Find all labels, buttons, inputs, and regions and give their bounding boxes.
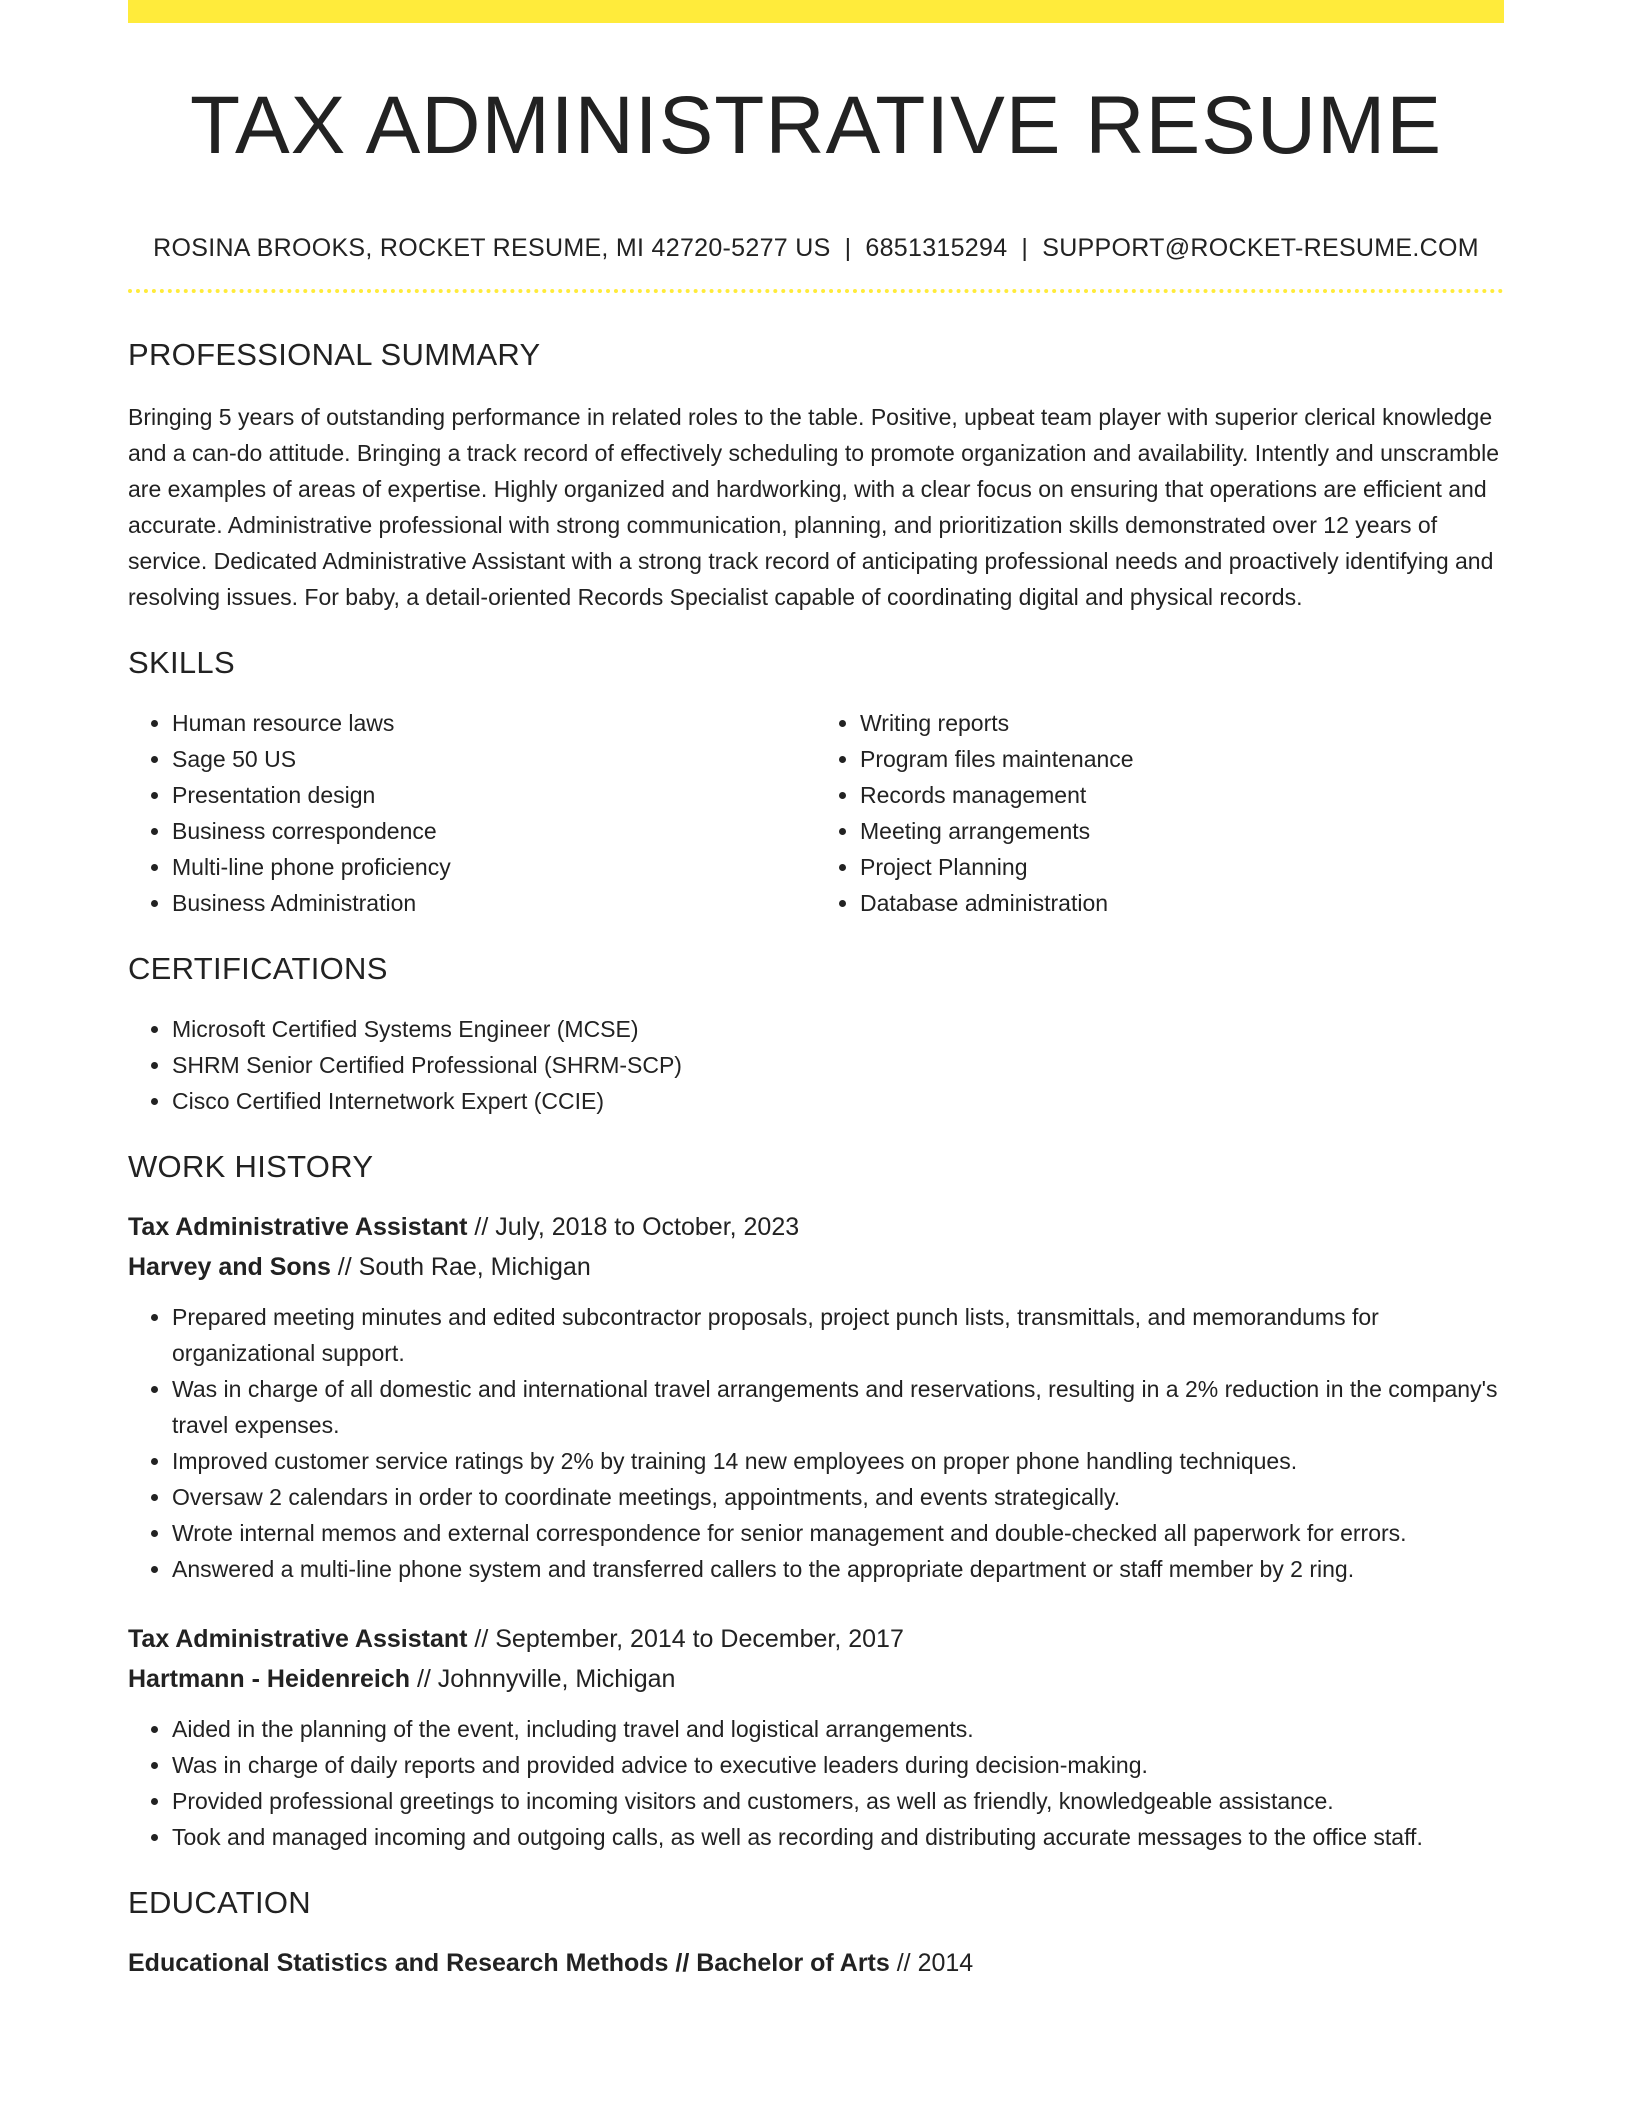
education-field: Educational Statistics and Research Methods bbox=[128, 1949, 669, 1977]
dotted-divider bbox=[128, 289, 1504, 293]
education-entry bbox=[128, 1943, 1504, 1983]
skill-item: • Project Planning bbox=[860, 849, 1504, 885]
contact-email: SUPPORT@ROCKET-RESUME.COM bbox=[1042, 234, 1479, 262]
resume-page bbox=[128, 0, 1504, 1983]
work-history-heading: WORK HISTORY bbox=[128, 1149, 374, 1184]
certification-item: • Cisco Certified Internetwork Expert (CCIE) bbox=[172, 1083, 1504, 1119]
job-title: Tax Administrative Assistant bbox=[128, 1213, 468, 1241]
resume-title: TAX ADMINISTRATIVE RESUME bbox=[189, 80, 1443, 171]
contact-phone: 6851315294 bbox=[865, 234, 1008, 262]
job-location: // South Rae, Michigan bbox=[330, 1253, 591, 1281]
job-dates: // July, 2018 to October, 2023 bbox=[467, 1213, 800, 1241]
summary-text: Bringing 5 years of outstanding performance in related roles to the table. Positive, upbeat team player with superior clerical knowledge and a can-do attitude. Bringing a track record of effectively scheduling to promote organization and availability. Intently and unscramble are examples of areas of expertise. Highly organized and hardworking, with a clear focus on ensuring that operations are efficient and accurate. Administrative professional with strong communication, planning, and prioritization skills demonstrated over 12 years of service. Dedicated Administrative Assistant with a strong track record of anticipating professional needs and proactively identifying and resolving issues. For baby, a detail-oriented Records Specialist capable of coordinating digital and physical records. bbox=[128, 404, 1500, 610]
contact-address: ROSINA BROOKS, ROCKET RESUME, MI 42720-5277 US bbox=[153, 234, 831, 262]
top-accent-bar bbox=[128, 0, 1504, 23]
job-bullet: • Took and managed incoming and outgoing calls, as well as recording and distributing accurate messages to the office staff. bbox=[172, 1819, 1504, 1855]
skill-item: • Database administration bbox=[860, 885, 1504, 921]
job-title-line bbox=[128, 1619, 1504, 1659]
skill-item: • Sage 50 US bbox=[172, 741, 816, 777]
summary-heading: PROFESSIONAL SUMMARY bbox=[128, 337, 541, 372]
contact-line bbox=[128, 234, 1504, 263]
certifications-list bbox=[128, 1011, 1504, 1119]
education-separator: // bbox=[668, 1949, 697, 1977]
skill-item: • Presentation design bbox=[172, 777, 816, 813]
job-bullet: • Provided professional greetings to incoming visitors and customers, as well as friendly, knowledgeable assistance. bbox=[172, 1783, 1504, 1819]
job-bullet: • Oversaw 2 calendars in order to coordinate meetings, appointments, and events strategically. bbox=[172, 1479, 1504, 1515]
skill-item: • Meeting arrangements bbox=[860, 813, 1504, 849]
skills-heading: SKILLS bbox=[128, 645, 235, 680]
job-company-line bbox=[128, 1247, 1504, 1287]
education-year: // 2014 bbox=[889, 1949, 974, 1977]
skill-item: • Human resource laws bbox=[172, 705, 816, 741]
job-bullet: • Was in charge of all domestic and international travel arrangements and reservations, resulting in a 2% reduction in the company's travel expenses. bbox=[172, 1371, 1504, 1443]
job-bullet: • Improved customer service ratings by 2% by training 14 new employees on proper phone handling techniques. bbox=[172, 1443, 1504, 1479]
skills-left-list bbox=[128, 705, 816, 921]
job-dates: // September, 2014 to December, 2017 bbox=[467, 1625, 904, 1653]
skill-item: • Business correspondence bbox=[172, 813, 816, 849]
job-bullet: • Aided in the planning of the event, including travel and logistical arrangements. bbox=[172, 1711, 1504, 1747]
skill-item: • Multi-line phone proficiency bbox=[172, 849, 816, 885]
contact-separator: | bbox=[844, 234, 852, 262]
certifications-heading: CERTIFICATIONS bbox=[128, 951, 388, 986]
skill-item: • Business Administration bbox=[172, 885, 816, 921]
job-entry bbox=[128, 1207, 1504, 1587]
contact-separator: | bbox=[1021, 234, 1029, 262]
job-entry bbox=[128, 1619, 1504, 1855]
certification-item: • Microsoft Certified Systems Engineer (MCSE) bbox=[172, 1011, 1504, 1047]
skill-item: • Writing reports bbox=[860, 705, 1504, 741]
job-title: Tax Administrative Assistant bbox=[128, 1625, 468, 1653]
job-company-line bbox=[128, 1659, 1504, 1699]
job-bullet: • Answered a multi-line phone system and transferred callers to the appropriate department or staff member by 2 ring. bbox=[172, 1551, 1504, 1587]
job-bullet: • Was in charge of daily reports and provided advice to executive leaders during decision-making. bbox=[172, 1747, 1504, 1783]
job-location: // Johnnyville, Michigan bbox=[410, 1665, 676, 1693]
job-bullet: • Wrote internal memos and external correspondence for senior management and double-checked all paperwork for errors. bbox=[172, 1515, 1504, 1551]
skill-item: • Records management bbox=[860, 777, 1504, 813]
certification-item: • SHRM Senior Certified Professional (SHRM-SCP) bbox=[172, 1047, 1504, 1083]
education-heading: EDUCATION bbox=[128, 1885, 311, 1920]
skills-grid bbox=[128, 705, 1504, 921]
job-company: Harvey and Sons bbox=[128, 1253, 331, 1281]
job-company: Hartmann - Heidenreich bbox=[128, 1665, 411, 1693]
education-degree: Bachelor of Arts bbox=[696, 1949, 890, 1977]
job-bullets bbox=[128, 1711, 1504, 1855]
job-title-line bbox=[128, 1207, 1504, 1247]
skill-item: • Program files maintenance bbox=[860, 741, 1504, 777]
job-bullets bbox=[128, 1299, 1504, 1587]
job-bullet: • Prepared meeting minutes and edited subcontractor proposals, project punch lists, transmittals, and memorandums for organizational support. bbox=[172, 1299, 1504, 1371]
skills-right-list bbox=[816, 705, 1504, 921]
